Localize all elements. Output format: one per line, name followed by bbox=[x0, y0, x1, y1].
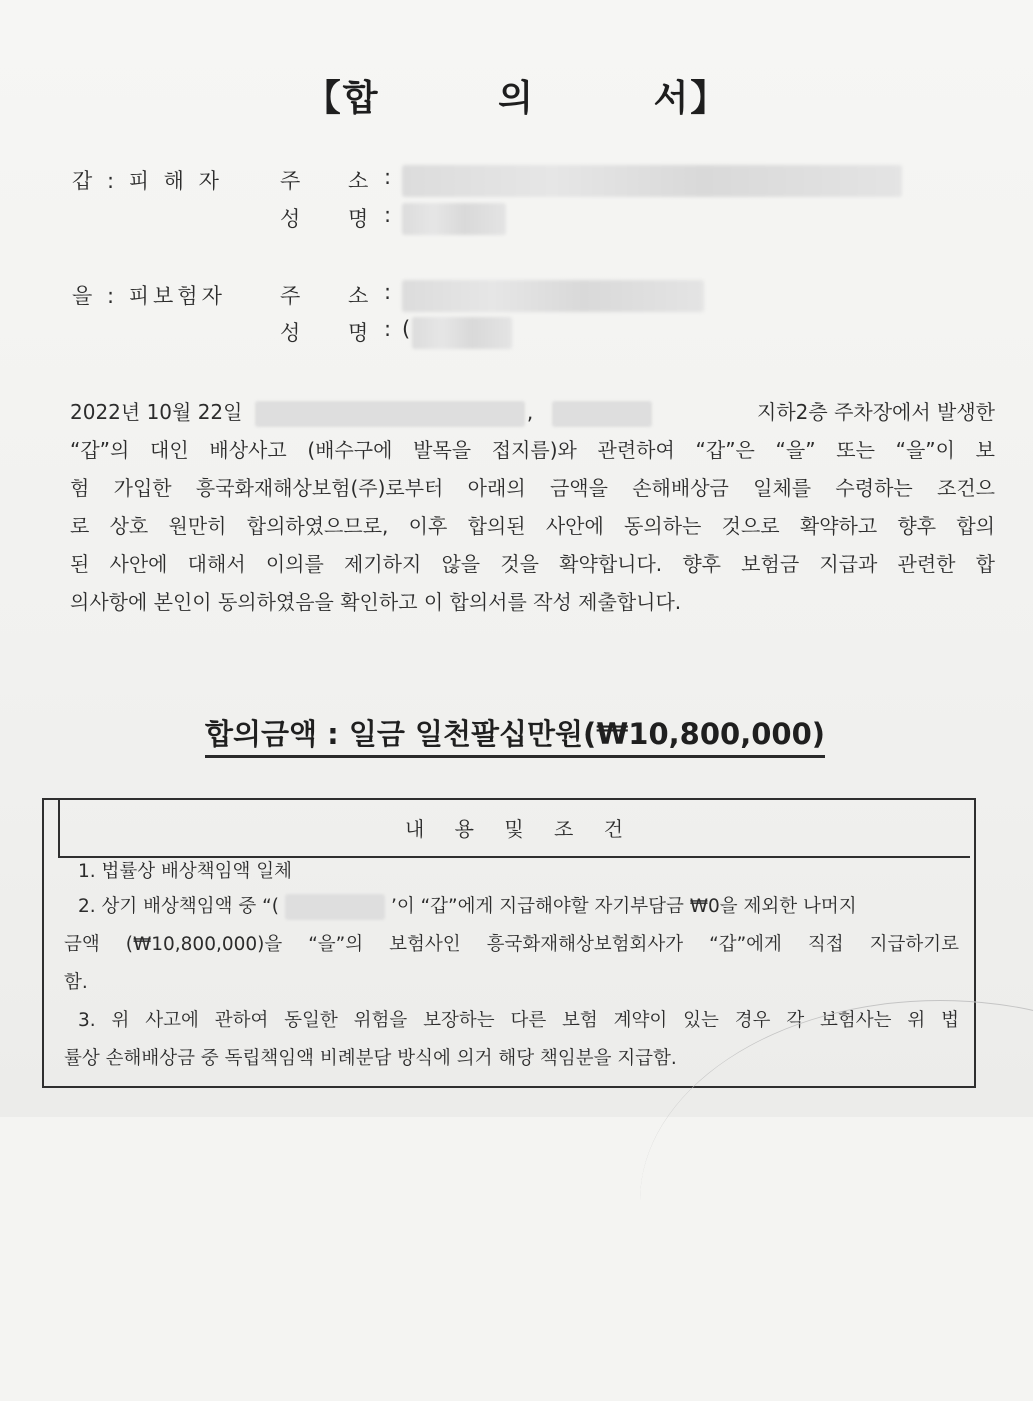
comma: , bbox=[526, 400, 534, 424]
agreement-paragraph bbox=[70, 393, 995, 621]
terms-header bbox=[58, 800, 970, 858]
paragraph-line-3: 험 가입한 흥국화재해상보험(주)로부터 아래의 금액을 손해배상금 일체를 수령하는 조건으 bbox=[70, 476, 995, 500]
redacted-insured-name bbox=[285, 894, 385, 920]
colon: : bbox=[384, 317, 392, 341]
colon: : bbox=[384, 165, 392, 189]
redacted-address-a bbox=[402, 165, 902, 197]
header-char: 내 bbox=[404, 817, 425, 841]
header-char: 용 bbox=[454, 817, 474, 841]
header-char: 조 bbox=[554, 817, 574, 841]
party-b-role: 을 : 피보험자 bbox=[72, 284, 226, 308]
party-a-role: 갑 : 피 해 자 bbox=[72, 169, 223, 193]
term-item-2-line-3: 함. bbox=[64, 972, 88, 993]
redacted-location-2 bbox=[552, 401, 652, 427]
incident-date: 2022년 10월 22일 bbox=[70, 400, 243, 424]
header-char: 건 bbox=[603, 817, 624, 841]
term-item-2-line-2: 금액 (₩10,800,000)을 “을”의 보험사인 흥국화재해상보험회사가 “갑”에게 직접 지급하기로 bbox=[64, 934, 959, 955]
party-b-address-label: 주 소 bbox=[280, 284, 369, 308]
colon: : bbox=[384, 203, 392, 227]
term-item-3-line-1: 3. 위 사고에 관하여 동일한 위험을 보장하는 다른 보험 계약이 있는 경우 각 보험사는 위 법 bbox=[78, 1010, 959, 1031]
header-char: 및 bbox=[504, 817, 524, 841]
paragraph-line-6: 의사항에 본인이 동의하였음을 확인하고 이 합의서를 작성 제출합니다. bbox=[70, 590, 682, 614]
title-part-2: 의 bbox=[498, 78, 535, 119]
party-a-name-label: 성 명 bbox=[280, 207, 369, 231]
redacted-location-1 bbox=[255, 401, 525, 427]
colon: : bbox=[384, 280, 392, 304]
redacted-name-b bbox=[412, 317, 512, 349]
document-title bbox=[0, 70, 1033, 121]
term-item-2-line-1 bbox=[64, 888, 959, 926]
term-item-2-end: ’이 “갑”에게 지급해야할 자기부담금 ₩0을 제외한 나머지 bbox=[390, 896, 857, 917]
paragraph-line-1 bbox=[70, 393, 995, 431]
term-item-3-line-2: 률상 손해배상금 중 독립책임액 비례분담 방식에 의거 해당 책임분을 지급함. bbox=[64, 1048, 677, 1069]
paragraph-line-1-end: 지하2층 주차장에서 발생한 bbox=[757, 400, 995, 424]
redacted-name-a bbox=[402, 203, 506, 235]
term-item-2-start: 2. 상기 배상책임액 중 “( bbox=[78, 896, 279, 917]
paragraph-line-5: 된 사안에 대해서 이의를 제기하지 않을 것을 확약합니다. 향후 보험금 지급과 관련한 합 bbox=[70, 552, 995, 576]
paragraph-line-2: “갑”의 대인 배상사고 (배수구에 발목을 접지름)와 관련하여 “갑”은 “을” 또는 “을”이 보 bbox=[70, 438, 995, 462]
party-b-name-label: 성 명 bbox=[280, 321, 369, 345]
paragraph-line-4: 로 상호 원만히 합의하였으므로, 이후 합의된 사안에 동의하는 것으로 확약하고 향후 합의 bbox=[70, 514, 995, 538]
title-part-3: 서】 bbox=[653, 78, 729, 119]
name-prefix: ( bbox=[402, 317, 411, 341]
party-a-address-label: 주 소 bbox=[280, 169, 369, 193]
redacted-address-b bbox=[402, 280, 704, 312]
settlement-amount: 합의금액 : 일금 일천팔십만원(₩10,800,000) bbox=[205, 712, 825, 758]
title-part-1: 【합 bbox=[304, 78, 380, 119]
term-item-1: 1. 법률상 배상책임액 일체 bbox=[78, 861, 293, 882]
